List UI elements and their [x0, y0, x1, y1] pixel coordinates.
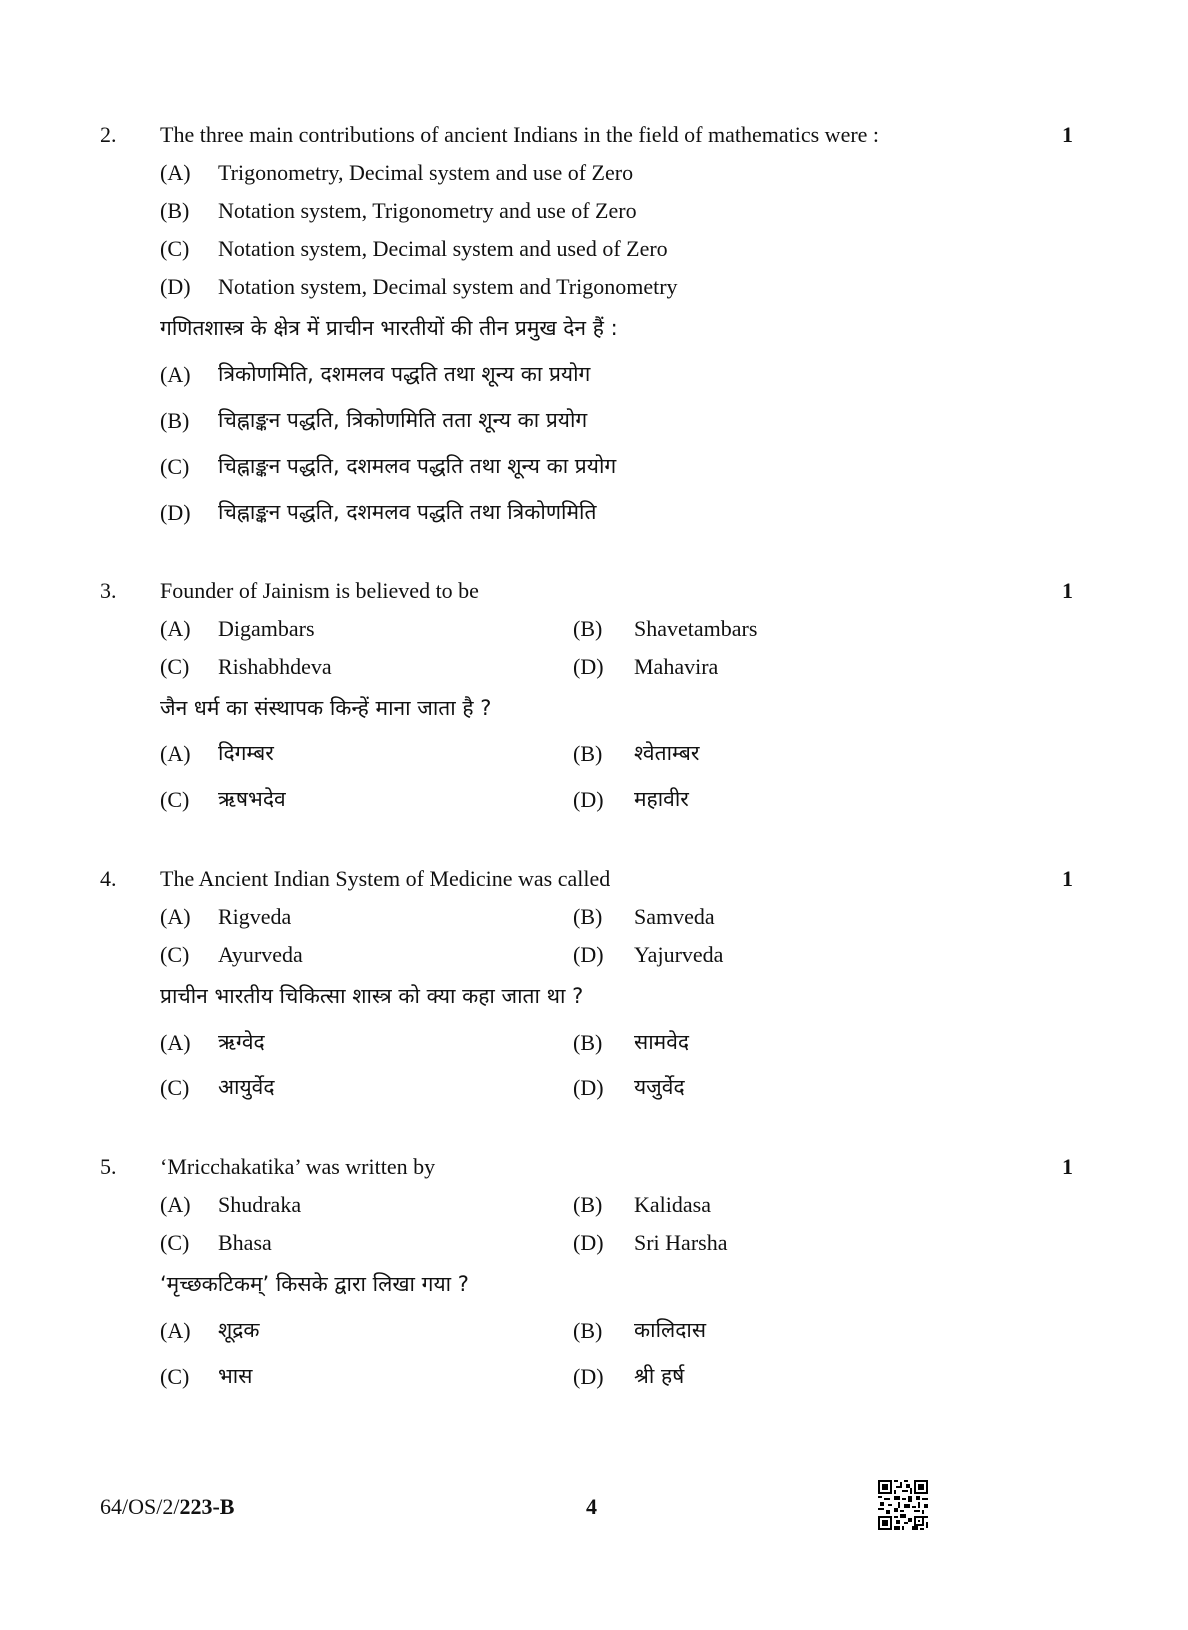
option-text-en: Rigveda [218, 904, 292, 929]
option-text-hi: ऋषभदेव [218, 787, 286, 811]
option-label: (B) [160, 198, 190, 223]
question-text-hi: प्राचीन भारतीय चिकित्सा शास्त्र को क्या कहा जाता था ? [160, 984, 584, 1008]
option-text-en: Mahavira [634, 654, 719, 679]
option-label: (D) [573, 942, 604, 967]
option-text-hi: चिह्नाङ्कन पद्धति, त्रिकोणमिति तता शून्य का प्रयोग [218, 408, 588, 432]
option-label: (A) [160, 1192, 191, 1217]
option-label: (B) [573, 1030, 603, 1055]
option-label: (A) [160, 362, 191, 387]
option-label: (B) [573, 741, 603, 766]
question-text-en: The three main contributions of ancient Indians in the field of mathematics were : [160, 122, 880, 147]
qr-code-icon [878, 1480, 928, 1530]
option-label: (C) [160, 1364, 190, 1389]
option-text-hi: ऋग्वेद [218, 1030, 265, 1054]
question-text-hi: जैन धर्म का संस्थापक किन्हें माना जाता है ? [160, 696, 492, 720]
question-number: 3. [100, 578, 117, 603]
option-label: (C) [160, 1075, 190, 1100]
option-label: (B) [573, 1318, 603, 1343]
option-label: (A) [160, 741, 191, 766]
option-text-en: Notation system, Decimal system and Trigonometry [218, 274, 678, 299]
option-text-en: Samveda [634, 904, 715, 929]
option-label: (A) [160, 1318, 191, 1343]
option-label: (D) [573, 654, 604, 679]
question-text-en: ‘Mricchakatika’ was written by [160, 1154, 436, 1179]
option-text-hi: श्वेताम्बर [634, 741, 700, 765]
option-text-en: Rishabhdeva [218, 654, 332, 679]
option-text-en: Sri Harsha [634, 1230, 728, 1255]
option-text-hi: कालिदास [634, 1318, 707, 1342]
option-label: (D) [573, 1364, 604, 1389]
option-label: (C) [160, 236, 190, 261]
question-marks: 1 [1062, 122, 1073, 147]
option-label: (B) [573, 616, 603, 641]
question-number: 4. [100, 866, 117, 891]
option-text-hi: शूद्रक [218, 1318, 260, 1342]
option-label: (A) [160, 616, 191, 641]
question-text-hi: ‘मृच्छकटिकम्’ किसके द्वारा लिखा गया ? [160, 1272, 469, 1296]
option-label: (D) [573, 1075, 604, 1100]
option-text-en: Notation system, Decimal system and used of Zero [218, 236, 668, 261]
question-text-en: Founder of Jainism is believed to be [160, 578, 479, 603]
paper-code [100, 1494, 234, 1520]
option-label: (B) [573, 904, 603, 929]
option-label: (B) [160, 408, 190, 433]
option-text-hi: आयुर्वेद [218, 1075, 275, 1099]
option-label: (C) [160, 787, 190, 812]
option-label: (C) [160, 1230, 190, 1255]
option-text-en: Yajurveda [634, 942, 724, 967]
option-text-en: Shudraka [218, 1192, 302, 1217]
option-text-en: Ayurveda [218, 942, 303, 967]
option-label: (D) [573, 1230, 604, 1255]
option-text-hi: भास [218, 1364, 253, 1388]
option-text-hi: सामवेद [634, 1030, 690, 1054]
option-text-hi: दिगम्बर [218, 741, 274, 765]
option-text-en: Notation system, Trigonometry and use of Zero [218, 198, 637, 223]
option-label: (C) [160, 942, 190, 967]
option-text-hi: चिह्नाङ्कन पद्धति, दशमलव पद्धति तथा शून्य का प्रयोग [218, 454, 617, 478]
option-text-en: Shavetambars [634, 616, 758, 641]
option-label: (D) [573, 787, 604, 812]
question-marks: 1 [1062, 1154, 1073, 1179]
option-label: (A) [160, 904, 191, 929]
option-text-en: Kalidasa [634, 1192, 711, 1217]
paper-code-prefix: 64/OS/2/ [100, 1494, 180, 1519]
option-label: (A) [160, 160, 191, 185]
question-number: 5. [100, 1154, 117, 1179]
option-text-hi: महावीर [634, 787, 689, 811]
option-label: (B) [573, 1192, 603, 1217]
option-label: (C) [160, 654, 190, 679]
option-text-hi: यजुर्वेद [634, 1075, 685, 1099]
option-label: (A) [160, 1030, 191, 1055]
option-text-hi: श्री हर्ष [634, 1364, 685, 1388]
question-text-hi: गणितशास्त्र के क्षेत्र में प्राचीन भारतीयों की तीन प्रमुख देन हैं : [160, 316, 618, 340]
option-label: (D) [160, 274, 191, 299]
option-label: (D) [160, 500, 191, 525]
option-text-en: Bhasa [218, 1230, 272, 1255]
question-number: 2. [100, 122, 117, 147]
option-text-en: Trigonometry, Decimal system and use of Zero [218, 160, 634, 185]
question-marks: 1 [1062, 578, 1073, 603]
page-number: 4 [586, 1494, 597, 1519]
option-text-hi: चिह्नाङ्कन पद्धति, दशमलव पद्धति तथा त्रिकोणमिति [218, 500, 597, 524]
option-text-hi: त्रिकोणमिति, दशमलव पद्धति तथा शून्य का प्रयोग [218, 362, 591, 386]
option-text-en: Digambars [218, 616, 315, 641]
option-label: (C) [160, 454, 190, 479]
question-marks: 1 [1062, 866, 1073, 891]
question-text-en: The Ancient Indian System of Medicine was called [160, 866, 611, 891]
paper-code-set: 223-B [179, 1494, 235, 1519]
